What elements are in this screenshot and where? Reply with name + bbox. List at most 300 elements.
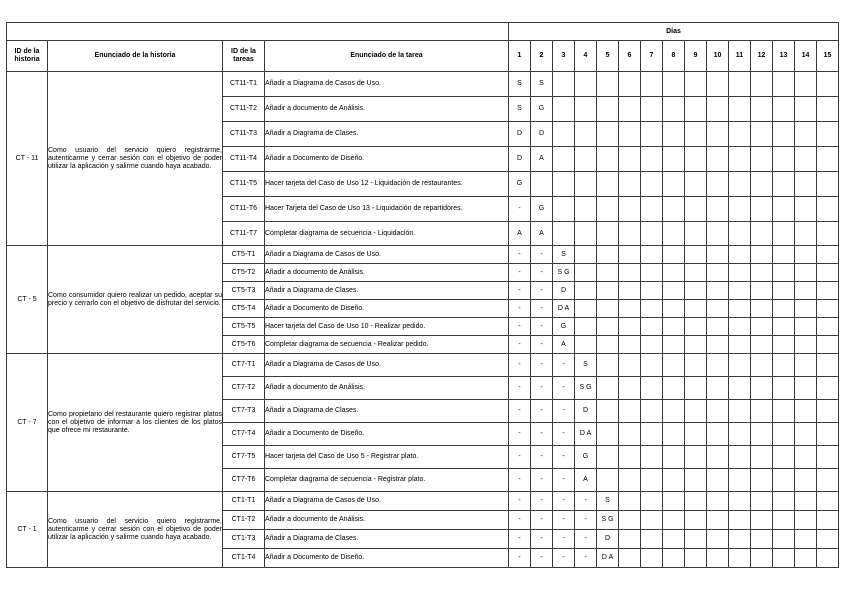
day-cell (707, 318, 729, 336)
task-text: Añadir a documento de Análisis. (265, 511, 509, 530)
day-cell (751, 264, 773, 282)
day-cell: - (509, 446, 531, 469)
day-cell (553, 197, 575, 222)
day-cell (619, 172, 641, 197)
day-cell (597, 72, 619, 97)
task-text: Añadir a Diagrama de Casos de Uso. (265, 72, 509, 97)
tarea-text-header: Enunciado de la tarea (265, 41, 509, 72)
task-text: Añadir a Diagrama de Clases. (265, 530, 509, 549)
day-header: 10 (707, 41, 729, 72)
day-cell: - (509, 400, 531, 423)
day-cell (619, 222, 641, 246)
day-cell (641, 72, 663, 97)
day-cell (663, 300, 685, 318)
day-cell: A (553, 336, 575, 354)
story-text: Como usuario del servicio quiero registrarme, autenticarme y cerrar sesión con el objetivo de poder utilizar la aplicación y salirme cuando haya acabado. (48, 492, 223, 568)
day-cell (619, 72, 641, 97)
day-cell (817, 318, 839, 336)
day-cell (773, 264, 795, 282)
task-id: CT7-T3 (223, 400, 265, 423)
day-cell (685, 197, 707, 222)
day-cell (597, 246, 619, 264)
day-cell (817, 354, 839, 377)
day-cell (641, 318, 663, 336)
task-text: Añadir a documento de Análisis. (265, 97, 509, 122)
day-cell (641, 446, 663, 469)
day-cell (817, 300, 839, 318)
day-cell (597, 282, 619, 300)
task-text: Añadir a Diagrama de Clases. (265, 400, 509, 423)
day-cell (773, 222, 795, 246)
day-cell (729, 377, 751, 400)
task-text: Añadir a Documento de Diseño. (265, 423, 509, 446)
task-id: CT5-T1 (223, 246, 265, 264)
day-cell (751, 511, 773, 530)
day-cell (619, 147, 641, 172)
day-cell: - (509, 197, 531, 222)
day-cell (553, 222, 575, 246)
table-row (7, 246, 839, 264)
day-cell: - (575, 530, 597, 549)
table-row (7, 492, 839, 511)
day-cell (795, 300, 817, 318)
day-cell (619, 122, 641, 147)
day-cell (729, 318, 751, 336)
day-cell (663, 377, 685, 400)
day-cell: - (509, 530, 531, 549)
day-cell (773, 446, 795, 469)
day-cell (773, 197, 795, 222)
task-text: Completar diagrama de secuencia - Realizar pedido. (265, 336, 509, 354)
day-cell (707, 446, 729, 469)
task-id: CT11-T7 (223, 222, 265, 246)
day-cell: - (553, 423, 575, 446)
task-text: Añadir a Documento de Diseño. (265, 147, 509, 172)
day-cell (729, 549, 751, 568)
task-id: CT5-T6 (223, 336, 265, 354)
day-cell (619, 336, 641, 354)
story-id: CT - 11 (7, 72, 48, 246)
day-cell (773, 469, 795, 492)
day-cell: - (553, 400, 575, 423)
day-header: 9 (685, 41, 707, 72)
day-cell (751, 72, 773, 97)
day-cell (619, 530, 641, 549)
day-cell (553, 172, 575, 197)
story-id: CT - 1 (7, 492, 48, 568)
day-cell: G (531, 97, 553, 122)
day-cell (729, 282, 751, 300)
day-cell (795, 511, 817, 530)
day-cell (663, 318, 685, 336)
day-header: 6 (619, 41, 641, 72)
story-text: Como propietario del restaurante quiero registrar platos con el objetivo de informar a los clientes de los platos que ofrece mi restaurante. (48, 354, 223, 492)
day-cell: G (553, 318, 575, 336)
day-cell (707, 469, 729, 492)
day-cell (663, 72, 685, 97)
day-header: 8 (663, 41, 685, 72)
day-cell (641, 423, 663, 446)
day-cell (707, 354, 729, 377)
task-text: Añadir a documento de Análisis. (265, 264, 509, 282)
day-cell (707, 122, 729, 147)
day-cell: D A (553, 300, 575, 318)
day-cell (641, 354, 663, 377)
day-cell (707, 549, 729, 568)
day-cell (575, 336, 597, 354)
day-cell: - (553, 549, 575, 568)
day-cell (795, 246, 817, 264)
day-cell (641, 511, 663, 530)
day-cell (707, 400, 729, 423)
day-cell: - (531, 282, 553, 300)
day-cell (641, 377, 663, 400)
task-id: CT7-T1 (223, 354, 265, 377)
day-cell (685, 511, 707, 530)
day-cell (663, 97, 685, 122)
day-cell (575, 147, 597, 172)
task-id: CT5-T4 (223, 300, 265, 318)
day-cell: - (509, 318, 531, 336)
day-cell (729, 300, 751, 318)
day-cell (597, 264, 619, 282)
day-cell (575, 72, 597, 97)
day-cell: - (531, 511, 553, 530)
day-cell (553, 97, 575, 122)
day-cell (685, 282, 707, 300)
day-cell (641, 97, 663, 122)
day-cell: - (531, 246, 553, 264)
day-cell (773, 282, 795, 300)
day-cell (663, 446, 685, 469)
day-cell (817, 222, 839, 246)
day-cell: - (575, 549, 597, 568)
day-cell (663, 511, 685, 530)
day-cell: - (531, 492, 553, 511)
task-id: CT5-T3 (223, 282, 265, 300)
day-cell (817, 469, 839, 492)
task-id: CT1-T1 (223, 492, 265, 511)
day-cell (795, 197, 817, 222)
day-cell: - (575, 511, 597, 530)
day-cell (575, 300, 597, 318)
task-id: CT11-T6 (223, 197, 265, 222)
task-id: CT1-T2 (223, 511, 265, 530)
day-cell: - (531, 446, 553, 469)
task-id: CT11-T5 (223, 172, 265, 197)
day-cell: G (531, 197, 553, 222)
task-text: Añadir a Diagrama de Casos de Uso. (265, 354, 509, 377)
day-header: 1 (509, 41, 531, 72)
day-cell (773, 511, 795, 530)
day-cell: S G (553, 264, 575, 282)
day-cell (729, 222, 751, 246)
day-cell (575, 222, 597, 246)
day-cell (729, 336, 751, 354)
day-cell (707, 72, 729, 97)
task-id: CT11-T1 (223, 72, 265, 97)
day-cell (817, 530, 839, 549)
day-cell: - (531, 400, 553, 423)
day-cell: A (531, 222, 553, 246)
day-cell: - (509, 469, 531, 492)
task-text: Hacer tarjeta del Caso de Uso 12 - Liquidación de restaurantes. (265, 172, 509, 197)
day-cell (663, 197, 685, 222)
day-cell (685, 246, 707, 264)
table-row (7, 72, 839, 97)
day-cell (795, 122, 817, 147)
table-row (7, 354, 839, 377)
story-id: CT - 5 (7, 246, 48, 354)
day-cell: D (509, 122, 531, 147)
day-cell: - (509, 377, 531, 400)
day-cell (773, 530, 795, 549)
day-cell (707, 147, 729, 172)
day-cell: - (509, 549, 531, 568)
day-cell (663, 122, 685, 147)
task-id: CT11-T3 (223, 122, 265, 147)
day-cell (729, 469, 751, 492)
day-cell (597, 197, 619, 222)
day-cell (575, 318, 597, 336)
day-cell: - (553, 354, 575, 377)
day-cell: D A (575, 423, 597, 446)
task-text: Añadir a documento de Análisis. (265, 377, 509, 400)
tarea-id-header: ID de la tareas (223, 41, 265, 72)
day-cell: - (553, 492, 575, 511)
day-cell (663, 147, 685, 172)
day-cell (773, 300, 795, 318)
day-cell (575, 264, 597, 282)
day-cell (663, 222, 685, 246)
day-cell (685, 549, 707, 568)
day-cell: - (509, 354, 531, 377)
day-cell (707, 172, 729, 197)
day-cell (729, 97, 751, 122)
day-cell (597, 423, 619, 446)
day-cell (597, 336, 619, 354)
day-cell: - (553, 530, 575, 549)
day-cell (817, 400, 839, 423)
day-cell (817, 97, 839, 122)
day-cell (773, 549, 795, 568)
day-cell (597, 400, 619, 423)
day-cell (795, 423, 817, 446)
day-cell (729, 511, 751, 530)
day-cell (663, 492, 685, 511)
task-id: CT5-T5 (223, 318, 265, 336)
day-cell (575, 172, 597, 197)
day-cell (553, 72, 575, 97)
task-id: CT7-T5 (223, 446, 265, 469)
day-cell (707, 264, 729, 282)
day-cell (795, 222, 817, 246)
day-cell (663, 264, 685, 282)
day-cell (619, 446, 641, 469)
day-cell (707, 300, 729, 318)
day-cell (817, 446, 839, 469)
day-cell (685, 336, 707, 354)
day-cell (685, 172, 707, 197)
day-cell (641, 246, 663, 264)
task-text: Añadir a Documento de Diseño. (265, 300, 509, 318)
day-cell (729, 246, 751, 264)
day-cell (729, 147, 751, 172)
day-cell (729, 122, 751, 147)
task-id: CT11-T4 (223, 147, 265, 172)
day-cell (575, 246, 597, 264)
day-cell (531, 172, 553, 197)
day-cell (575, 282, 597, 300)
day-cell (641, 282, 663, 300)
day-cell (663, 336, 685, 354)
day-cell (773, 354, 795, 377)
day-cell: A (509, 222, 531, 246)
task-id: CT7-T6 (223, 469, 265, 492)
day-cell (795, 147, 817, 172)
day-cell (597, 147, 619, 172)
day-cell (663, 246, 685, 264)
day-cell (751, 147, 773, 172)
day-cell (575, 122, 597, 147)
day-cell (663, 549, 685, 568)
day-cell (773, 318, 795, 336)
day-cell (707, 492, 729, 511)
task-text: Añadir a Diagrama de Casos de Uso. (265, 246, 509, 264)
task-text: Hacer tarjeta del Caso de Uso 5 - Registrar plato. (265, 446, 509, 469)
day-cell (619, 423, 641, 446)
day-cell (751, 318, 773, 336)
day-cell (773, 97, 795, 122)
day-cell (773, 147, 795, 172)
day-cell (685, 300, 707, 318)
day-cell (817, 511, 839, 530)
day-cell (707, 423, 729, 446)
day-cell (795, 354, 817, 377)
day-cell (729, 197, 751, 222)
day-cell (597, 446, 619, 469)
story-text: Como consumidor quiero realizar un pedido, aceptar su precio y cerrarlo con el objetivo de disfrutar del servicio. (48, 246, 223, 354)
day-cell (729, 264, 751, 282)
day-header: 3 (553, 41, 575, 72)
day-cell (597, 354, 619, 377)
day-cell (773, 492, 795, 511)
task-id: CT5-T2 (223, 264, 265, 282)
day-cell (597, 300, 619, 318)
day-cell (707, 246, 729, 264)
day-cell: - (531, 318, 553, 336)
day-cell (751, 300, 773, 318)
day-cell (817, 377, 839, 400)
task-text: Añadir a Diagrama de Clases. (265, 122, 509, 147)
day-cell (751, 282, 773, 300)
day-cell: - (509, 246, 531, 264)
day-cell: S (531, 72, 553, 97)
task-text: Añadir a Documento de Diseño. (265, 549, 509, 568)
day-cell: D (553, 282, 575, 300)
task-id: CT7-T2 (223, 377, 265, 400)
day-cell (773, 377, 795, 400)
day-cell (685, 423, 707, 446)
task-id: CT1-T4 (223, 549, 265, 568)
day-cell (619, 511, 641, 530)
day-cell (641, 172, 663, 197)
day-cell (707, 530, 729, 549)
day-cell (575, 97, 597, 122)
day-cell (685, 72, 707, 97)
day-cell: - (531, 354, 553, 377)
day-cell: - (553, 446, 575, 469)
day-cell (641, 469, 663, 492)
day-cell (751, 246, 773, 264)
day-header: 4 (575, 41, 597, 72)
day-cell (597, 469, 619, 492)
day-cell (795, 318, 817, 336)
day-cell (619, 492, 641, 511)
task-id: CT1-T3 (223, 530, 265, 549)
day-cell (817, 197, 839, 222)
day-cell: - (531, 264, 553, 282)
day-cell (773, 122, 795, 147)
day-cell: - (509, 423, 531, 446)
day-cell (817, 122, 839, 147)
day-cell (619, 282, 641, 300)
day-cell (773, 423, 795, 446)
day-cell: - (509, 511, 531, 530)
day-header: 5 (597, 41, 619, 72)
day-cell (641, 122, 663, 147)
day-cell (795, 530, 817, 549)
day-header: 13 (773, 41, 795, 72)
day-cell (751, 222, 773, 246)
day-cell (751, 530, 773, 549)
day-cell (663, 423, 685, 446)
day-header: 15 (817, 41, 839, 72)
day-cell (619, 300, 641, 318)
table-header (7, 23, 839, 72)
day-cell (751, 549, 773, 568)
day-cell (751, 336, 773, 354)
day-cell (817, 423, 839, 446)
day-cell: S G (575, 377, 597, 400)
day-cell (773, 172, 795, 197)
day-cell (663, 172, 685, 197)
day-cell: - (531, 336, 553, 354)
day-cell (729, 400, 751, 423)
task-text: Completar diagrama de secuencia - Liquidación. (265, 222, 509, 246)
day-cell (707, 336, 729, 354)
day-cell (729, 72, 751, 97)
day-cell (575, 197, 597, 222)
day-cell (663, 400, 685, 423)
sprint-task-table (6, 22, 839, 568)
day-cell (707, 282, 729, 300)
day-cell (751, 354, 773, 377)
day-cell (619, 318, 641, 336)
day-cell (685, 530, 707, 549)
day-cell (619, 549, 641, 568)
day-cell (751, 97, 773, 122)
story-text: Como usuario del servicio quiero registrarme, autenticarme y cerrar sesión con el objetivo de poder utilizar la aplicación y salirme cuando haya acabado. (48, 72, 223, 246)
day-cell (707, 222, 729, 246)
day-cell (795, 97, 817, 122)
day-cell (795, 549, 817, 568)
day-cell (773, 246, 795, 264)
day-cell (795, 336, 817, 354)
day-cell: - (531, 549, 553, 568)
day-cell (619, 97, 641, 122)
task-id: CT7-T4 (223, 423, 265, 446)
